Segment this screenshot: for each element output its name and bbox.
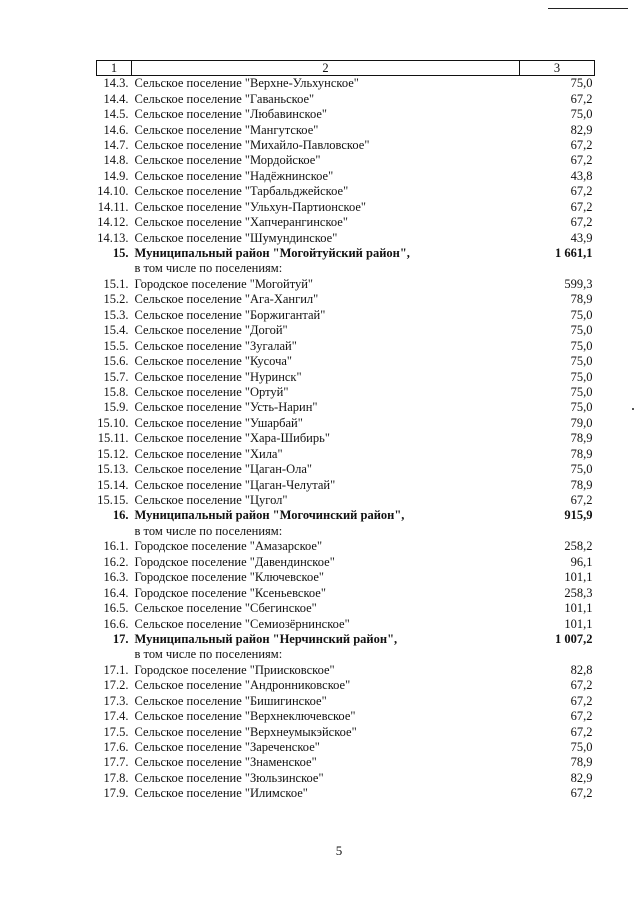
row-name: Сельское поселение "Андронниковское" — [134, 678, 351, 693]
row-number: 14.8. — [103, 153, 129, 168]
row-number: 15.2. — [103, 292, 129, 307]
table-row — [97, 354, 595, 369]
row-number: 17.2. — [103, 678, 129, 693]
row-number — [97, 647, 132, 662]
row-value: 82,9 — [570, 770, 593, 785]
row-value: 67,2 — [570, 215, 593, 230]
row-name: Сельское поселение "Михайло-Павловское" — [134, 137, 370, 152]
table-row — [97, 570, 595, 585]
row-name: Сельское поселение "Хара-Шибирь" — [134, 431, 330, 446]
row-number: 14.12. — [97, 215, 129, 230]
row-number: 17.8. — [103, 770, 129, 785]
row-number: 15.9. — [103, 400, 129, 415]
row-value — [520, 261, 595, 276]
row-number: 14.3. — [103, 76, 129, 91]
row-number: 15.5. — [103, 338, 129, 353]
table-row — [97, 555, 595, 570]
district-row — [97, 508, 595, 523]
settlements-table — [96, 60, 595, 802]
row-number: 17.1. — [103, 662, 129, 677]
table-row — [97, 678, 595, 693]
row-name: Сельское поселение "Бишигинское" — [134, 693, 327, 708]
row-value: 75,0 — [570, 384, 593, 399]
district-row — [97, 632, 595, 647]
row-number: 15.1. — [103, 276, 129, 291]
table-row — [97, 215, 595, 230]
row-name: Городское поселение "Амазарское" — [134, 539, 323, 554]
scan-dot — [632, 408, 634, 410]
table-row — [97, 184, 595, 199]
row-number: 16.1. — [103, 539, 129, 554]
table-row — [97, 694, 595, 709]
row-value: 67,2 — [570, 199, 593, 214]
row-name: Сельское поселение "Ортуй" — [134, 384, 289, 399]
row-value: 101,1 — [564, 601, 593, 616]
row-name: Муниципальный район "Могочинский район", — [134, 508, 405, 523]
table-row — [97, 786, 595, 801]
row-value: 258,3 — [564, 585, 593, 600]
row-value: 78,9 — [570, 446, 593, 461]
row-number — [97, 524, 132, 539]
row-number: 15.12. — [97, 446, 129, 461]
table-row — [97, 169, 595, 184]
row-value: 67,2 — [570, 709, 593, 724]
row-value: 75,0 — [570, 107, 593, 122]
table-row — [97, 663, 595, 678]
row-number: 14.5. — [103, 107, 129, 122]
table-row — [97, 91, 595, 106]
row-value: 43,9 — [570, 230, 593, 245]
row-name: Сельское поселение "Ушарбай" — [134, 415, 303, 430]
table-row — [97, 308, 595, 323]
row-number: 15.13. — [97, 462, 129, 477]
row-name: Сельское поселение "Гаваньское" — [134, 91, 315, 106]
table-row — [97, 138, 595, 153]
row-name: Городское поселение "Ксеньевское" — [134, 585, 326, 600]
row-value: 75,0 — [570, 400, 593, 415]
row-name: Сельское поселение "Верхнеумыкэйское" — [134, 724, 357, 739]
table-row — [97, 616, 595, 631]
table-row — [97, 153, 595, 168]
row-value: 75,0 — [570, 338, 593, 353]
row-number: 16.4. — [103, 585, 129, 600]
row-number: 15.11. — [97, 431, 129, 446]
table-row — [97, 400, 595, 415]
row-value: 75,0 — [570, 307, 593, 322]
row-number: 15.7. — [103, 369, 129, 384]
row-name: Сельское поселение "Кусоча" — [134, 354, 293, 369]
row-number: 14.9. — [103, 168, 129, 183]
row-value: 78,9 — [570, 477, 593, 492]
row-number: 17.7. — [103, 755, 129, 770]
district-row — [97, 246, 595, 261]
table-row — [97, 292, 595, 307]
row-value: 101,1 — [564, 616, 593, 631]
table-row — [97, 416, 595, 431]
row-number: 17.5. — [103, 724, 129, 739]
row-value: 78,9 — [570, 292, 593, 307]
row-number — [97, 261, 132, 276]
row-number: 17.4. — [103, 709, 129, 724]
row-value: 67,2 — [570, 786, 593, 801]
row-value: 101,1 — [564, 570, 593, 585]
row-name: в том числе по поселениям: — [134, 523, 283, 538]
table-row — [97, 200, 595, 215]
header-col-2: 2 — [132, 61, 520, 76]
row-name: Сельское поселение "Цугол" — [134, 493, 288, 508]
row-name: Сельское поселение "Шумундинское" — [134, 230, 338, 245]
row-name: Сельское поселение "Усть-Нарин" — [134, 400, 318, 415]
row-number: 15.15. — [97, 493, 129, 508]
row-name: Сельское поселение "Знаменское" — [134, 755, 317, 770]
row-name: Городское поселение "Ключевское" — [134, 570, 325, 585]
row-value: 43,8 — [570, 168, 593, 183]
row-number: 14.7. — [103, 137, 129, 152]
row-value: 75,0 — [570, 76, 593, 91]
row-number: 17.9. — [103, 786, 129, 801]
header-col-3: 3 — [520, 61, 595, 76]
page-number: 5 — [335, 843, 343, 858]
row-value: 67,2 — [570, 724, 593, 739]
row-number: 16. — [112, 508, 129, 523]
row-name: Муниципальный район "Могойтуйский район", — [134, 246, 410, 261]
row-name: в том числе по поселениям: — [134, 647, 283, 662]
table-row — [97, 76, 595, 92]
row-value: 75,0 — [570, 369, 593, 384]
row-name: Сельское поселение "Зюльзинское" — [134, 770, 324, 785]
row-value: 67,2 — [570, 493, 593, 508]
table-row — [97, 601, 595, 616]
row-value: 67,2 — [570, 137, 593, 152]
table-row — [97, 369, 595, 384]
row-number: 17.3. — [103, 693, 129, 708]
table-row — [97, 431, 595, 446]
row-name: Городское поселение "Приисковское" — [134, 662, 335, 677]
row-value: 79,0 — [570, 415, 593, 430]
row-number: 16.5. — [103, 601, 129, 616]
row-name: Сельское поселение "Зугалай" — [134, 338, 297, 353]
table-row — [97, 771, 595, 786]
row-number: 16.6. — [103, 616, 129, 631]
row-value: 1 661,1 — [555, 246, 593, 261]
row-number: 15.6. — [103, 354, 129, 369]
row-number: 15.3. — [103, 307, 129, 322]
row-value: 75,0 — [570, 354, 593, 369]
row-name: Сельское поселение "Сбегинское" — [134, 601, 317, 616]
row-number: 14.6. — [103, 122, 129, 137]
row-name: Муниципальный район "Нерчинский район", — [134, 631, 398, 646]
row-name: Сельское поселение "Илимское" — [134, 786, 308, 801]
row-name: Сельское поселение "Нуринск" — [134, 369, 302, 384]
table-row — [97, 724, 595, 739]
row-value: 67,2 — [570, 91, 593, 106]
row-value: 67,2 — [570, 678, 593, 693]
row-number: 15.4. — [103, 323, 129, 338]
row-name: Сельское поселение "Мордойское" — [134, 153, 321, 168]
row-name: Сельское поселение "Ульхун-Партионское" — [134, 199, 367, 214]
table-row — [97, 122, 595, 137]
table-row — [97, 647, 595, 662]
row-value: 67,2 — [570, 184, 593, 199]
table-row — [97, 755, 595, 770]
row-value: 258,2 — [564, 539, 593, 554]
row-number: 14.10. — [97, 184, 129, 199]
table-row — [97, 447, 595, 462]
row-number: 17. — [112, 631, 129, 646]
table-row — [97, 524, 595, 539]
row-name: Сельское поселение "Верхне-Ульхунское" — [134, 76, 359, 91]
table-row — [97, 385, 595, 400]
row-value: 915,9 — [564, 508, 593, 523]
row-name: Сельское поселение "Верхнеключевское" — [134, 709, 356, 724]
row-number: 15.14. — [97, 477, 129, 492]
row-number: 17.6. — [103, 740, 129, 755]
row-value: 78,9 — [570, 431, 593, 446]
table-row — [97, 477, 595, 492]
row-name: Сельское поселение "Надёжнинское" — [134, 168, 334, 183]
table-row — [97, 230, 595, 245]
row-name: Сельское поселение "Цаган-Ола" — [134, 462, 312, 477]
row-name: Сельское поселение "Зареченское" — [134, 740, 320, 755]
table-body — [97, 76, 595, 802]
table-row — [97, 107, 595, 122]
header-col-1: 1 — [97, 61, 132, 76]
row-value: 75,0 — [570, 740, 593, 755]
table-row — [97, 740, 595, 755]
table-row — [97, 539, 595, 554]
row-value: 96,1 — [570, 554, 593, 569]
table-row — [97, 261, 595, 276]
row-name: в том числе по поселениям: — [134, 261, 283, 276]
row-value: 82,9 — [570, 122, 593, 137]
row-name: Сельское поселение "Хапчерангинское" — [134, 215, 348, 230]
table-row — [97, 338, 595, 353]
table-row — [97, 462, 595, 477]
row-value — [520, 524, 595, 539]
row-name: Городское поселение "Давендинское" — [134, 554, 335, 569]
row-value — [520, 647, 595, 662]
table-row — [97, 709, 595, 724]
table-header-row — [97, 61, 595, 76]
row-value: 78,9 — [570, 755, 593, 770]
row-number: 16.2. — [103, 554, 129, 569]
row-number: 15.8. — [103, 384, 129, 399]
table-row — [97, 277, 595, 292]
table-row — [97, 323, 595, 338]
row-value: 67,2 — [570, 153, 593, 168]
table-row — [97, 585, 595, 600]
row-name: Сельское поселение "Хила" — [134, 446, 283, 461]
table-row — [97, 493, 595, 508]
row-name: Сельское поселение "Семиозёрнинское" — [134, 616, 350, 631]
row-name: Городское поселение "Могойтуй" — [134, 276, 314, 291]
row-value: 599,3 — [564, 276, 593, 291]
row-number: 15. — [112, 246, 129, 261]
row-value: 67,2 — [570, 693, 593, 708]
row-number: 16.3. — [103, 570, 129, 585]
row-value: 82,8 — [570, 662, 593, 677]
row-name: Сельское поселение "Ага-Хангил" — [134, 292, 319, 307]
row-name: Сельское поселение "Любавинское" — [134, 107, 328, 122]
row-value: 75,0 — [570, 462, 593, 477]
row-name: Сельское поселение "Догой" — [134, 323, 288, 338]
row-number: 14.11. — [97, 199, 129, 214]
row-number: 14.4. — [103, 91, 129, 106]
top-scan-mark — [548, 8, 628, 9]
row-number: 14.13. — [97, 230, 129, 245]
row-name: Сельское поселение "Боржигантай" — [134, 307, 326, 322]
row-name: Сельское поселение "Мангутское" — [134, 122, 319, 137]
row-name: Сельское поселение "Цаган-Челутай" — [134, 477, 336, 492]
row-name: Сельское поселение "Тарбальджейское" — [134, 184, 349, 199]
row-value: 1 007,2 — [555, 631, 593, 646]
row-number: 15.10. — [97, 415, 129, 430]
row-value: 75,0 — [570, 323, 593, 338]
